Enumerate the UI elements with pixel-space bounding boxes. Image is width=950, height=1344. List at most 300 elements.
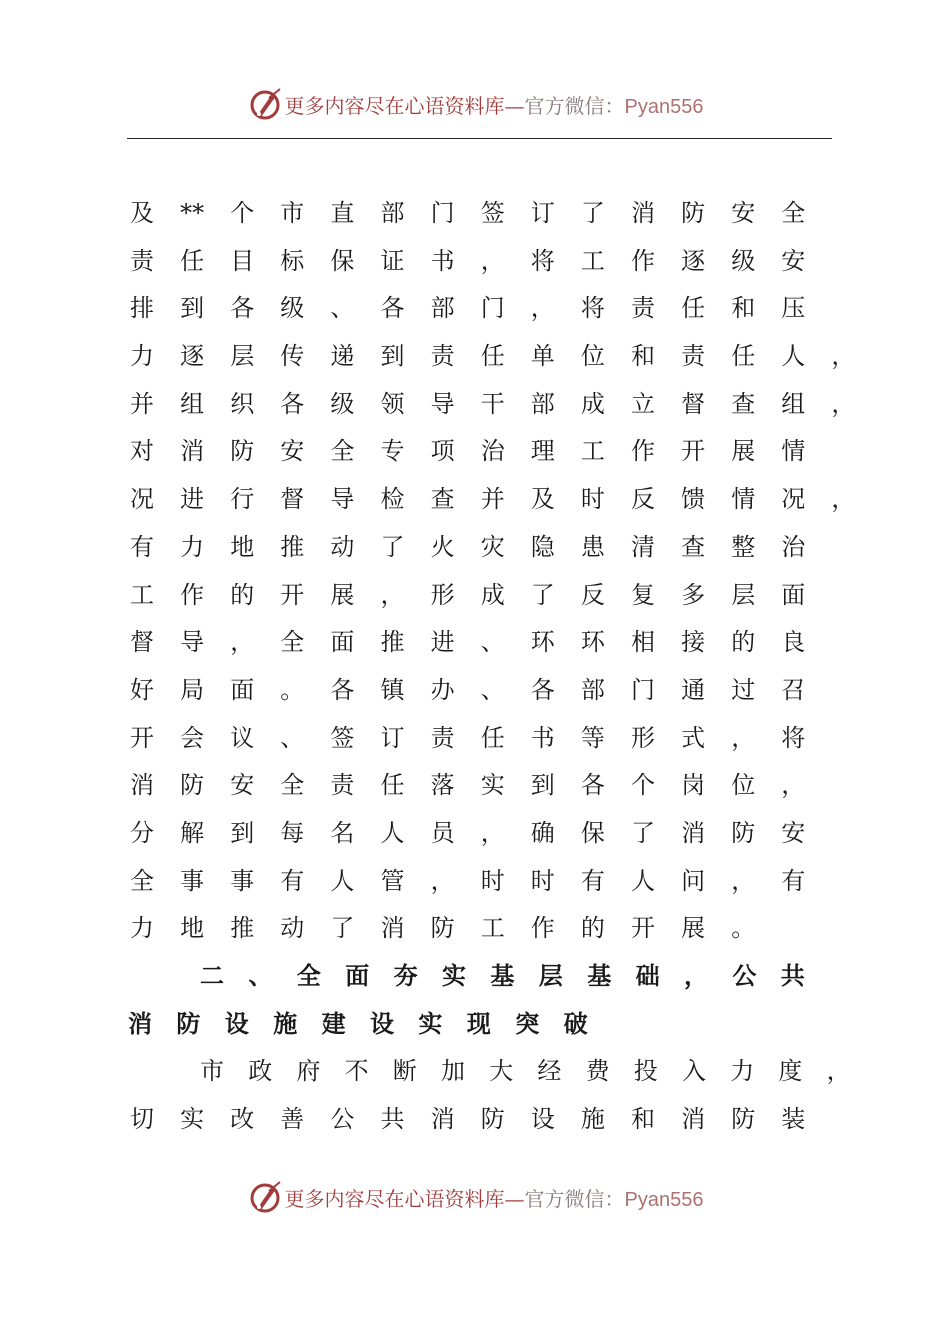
text-char: ， [731, 866, 756, 895]
text-char: 、 [330, 294, 355, 323]
text-char: 排 [130, 294, 154, 323]
text-char: 切 [130, 1105, 154, 1134]
text-char: 改 [230, 1105, 255, 1134]
text-line [130, 953, 850, 1001]
text-line [130, 238, 850, 286]
text-char: 任 [681, 294, 706, 323]
text-char: 到 [180, 294, 205, 323]
text-char: 安 [230, 771, 255, 800]
text-char: 解 [180, 818, 205, 847]
text-char: 实 [442, 962, 466, 990]
text-char: 任 [480, 723, 505, 752]
text-char: 患 [580, 532, 605, 561]
text-char: 力 [180, 532, 205, 561]
text-char: 各 [530, 675, 555, 704]
text-char: 和 [731, 294, 756, 323]
text-char: 任 [480, 342, 505, 371]
text-char: 各 [330, 675, 355, 704]
text-char: 的 [580, 914, 605, 943]
text-char: 目 [230, 246, 255, 275]
text-char: 消 [180, 437, 205, 466]
text-char: 。 [731, 914, 756, 943]
quill-logo-icon [247, 86, 283, 122]
text-char: 基 [587, 962, 612, 990]
text-char: ， [480, 246, 505, 275]
text-char: 全 [330, 437, 355, 466]
text-char: 全 [781, 199, 806, 227]
text-char: 人 [380, 818, 405, 847]
text-char: 消 [681, 818, 706, 847]
text-char: 召 [781, 675, 806, 704]
text-char: 火 [430, 532, 455, 561]
text-char: 防 [731, 818, 756, 847]
text-char: ， [731, 723, 756, 752]
text-char: 导 [330, 485, 355, 514]
footer-banner [0, 1177, 950, 1217]
text-char: 施 [580, 1105, 605, 1134]
text-char: 反 [580, 580, 605, 609]
text-char: 有 [280, 866, 305, 895]
text-char: 管 [380, 866, 405, 895]
text-char: 整 [731, 532, 756, 561]
text-char: 推 [230, 914, 255, 943]
text-char: 开 [280, 580, 305, 609]
header-banner [0, 84, 950, 124]
text-char: 层 [731, 580, 756, 609]
text-char: 将 [530, 246, 555, 275]
text-char: 事 [180, 866, 205, 895]
text-char: 共 [380, 1105, 405, 1134]
text-char: 、 [480, 628, 505, 657]
text-char: 干 [480, 389, 505, 418]
text-char: 任 [731, 342, 756, 371]
text-char: 度 [778, 1057, 803, 1086]
text-char: 公 [732, 962, 757, 990]
text-char: 设 [224, 1009, 249, 1038]
header-divider [127, 138, 832, 139]
text-char: 设 [530, 1105, 555, 1134]
text-char: 办 [430, 675, 455, 704]
quill-logo-icon [247, 1179, 283, 1215]
text-char: 力 [730, 1057, 755, 1086]
text-char: 面 [330, 628, 355, 657]
text-char: 部 [530, 389, 555, 418]
text-char: 人 [781, 342, 806, 371]
text-char: 理 [530, 437, 555, 466]
text-char: 面 [781, 580, 806, 609]
footer-wechat-label: 官方微信： [524, 1186, 625, 1211]
text-char: 检 [380, 485, 405, 514]
text-char: 情 [731, 485, 756, 514]
text-char: 时 [530, 866, 555, 895]
text-char: 治 [480, 437, 505, 466]
text-char: 、 [280, 723, 305, 752]
text-char: 形 [631, 723, 655, 752]
text-char: 动 [330, 532, 355, 561]
text-char: 各 [280, 389, 305, 418]
text-char: ， [684, 962, 708, 990]
text-char: 任 [380, 771, 405, 800]
text-char: ， [781, 771, 806, 800]
text-char: 环 [580, 628, 605, 657]
text-char: 了 [580, 199, 605, 227]
text-char: 个 [631, 771, 655, 800]
text-char: 进 [180, 485, 205, 514]
text-char: 逐 [681, 246, 706, 275]
text-char: ， [430, 866, 455, 895]
text-char: 治 [781, 532, 806, 561]
text-char: 地 [180, 914, 205, 943]
text-char: 展 [681, 914, 706, 943]
text-char: 灾 [480, 532, 505, 561]
text-char: 位 [580, 342, 605, 371]
header-brand: 更多内容尽在心语资料库— [284, 93, 525, 118]
text-char: 反 [631, 485, 655, 514]
text-char: 设 [370, 1009, 394, 1038]
text-char: 作 [530, 914, 555, 943]
text-char: 查 [681, 532, 706, 561]
text-char: 责 [330, 771, 355, 800]
text-char: 动 [280, 914, 305, 943]
text-char: 问 [681, 866, 706, 895]
text-line [130, 190, 850, 238]
header-wechat-label: 官方微信： [524, 93, 625, 118]
text-char: 行 [230, 485, 255, 514]
text-char: 的 [731, 628, 756, 657]
text-char: 实 [480, 771, 505, 800]
text-line [130, 715, 850, 763]
text-char: 分 [130, 818, 154, 847]
text-char: 每 [280, 818, 305, 847]
text-char: 组 [781, 389, 806, 418]
text-line [130, 381, 856, 429]
text-char: 夯 [393, 962, 418, 990]
text-char: 接 [681, 628, 706, 657]
text-char: 防 [176, 1009, 201, 1038]
text-char: 工 [130, 580, 154, 609]
text-char: 了 [330, 914, 355, 943]
text-char: 责 [430, 342, 455, 371]
text-char: 责 [631, 294, 655, 323]
text-char: 责 [430, 723, 455, 752]
text-char: 消 [380, 914, 405, 943]
text-char: 人 [631, 866, 655, 895]
text-char: 多 [681, 580, 706, 609]
text-char: 推 [280, 532, 305, 561]
text-char: 建 [321, 1009, 346, 1038]
text-char: 逐 [180, 342, 205, 371]
text-char: 压 [781, 294, 806, 323]
text-char: 展 [330, 580, 355, 609]
text-char: 证 [380, 246, 405, 275]
text-char: 开 [631, 914, 655, 943]
text-char: 情 [781, 437, 806, 466]
text-char: 府 [296, 1057, 321, 1086]
text-line [130, 428, 850, 476]
text-char: 过 [731, 675, 756, 704]
document-body [128, 190, 856, 1144]
text-char: 安 [731, 199, 756, 227]
text-char: 推 [380, 628, 405, 657]
text-char: 直 [330, 199, 355, 227]
text-char: 相 [631, 628, 655, 657]
text-char: ， [831, 389, 856, 418]
text-char: 部 [430, 294, 455, 323]
text-char: 导 [180, 628, 205, 657]
text-char: 级 [280, 294, 305, 323]
text-char: ， [230, 628, 255, 657]
text-char: 好 [130, 675, 154, 704]
text-line [130, 858, 850, 906]
header-wechat-id: Pyan556 [624, 95, 704, 118]
text-char: 门 [430, 199, 455, 227]
text-line [130, 1048, 850, 1096]
text-char: 础 [635, 962, 660, 990]
text-char: 对 [130, 437, 154, 466]
text-line [130, 333, 856, 381]
text-char: 全 [280, 628, 305, 657]
text-char: 组 [180, 389, 205, 418]
text-char: ， [831, 485, 856, 514]
text-char: 镇 [380, 675, 405, 704]
text-char: 签 [330, 723, 355, 752]
text-char: 并 [130, 389, 154, 418]
text-char: 并 [480, 485, 505, 514]
text-char: 传 [280, 342, 305, 371]
text-char: ** [180, 199, 205, 227]
text-char: 书 [430, 246, 455, 275]
text-char: 员 [430, 818, 455, 847]
text-char: 工 [580, 437, 605, 466]
text-char: 位 [731, 771, 756, 800]
text-char: 督 [130, 628, 154, 657]
text-char: 作 [631, 437, 655, 466]
text-char: 开 [130, 723, 154, 752]
text-char: 了 [530, 580, 555, 609]
text-char: 立 [631, 389, 655, 418]
text-char: 督 [681, 389, 706, 418]
text-char: 隐 [530, 532, 555, 561]
text-char: 消 [631, 199, 655, 227]
text-char: 落 [430, 771, 455, 800]
text-char: 政 [248, 1057, 273, 1086]
text-char: 的 [230, 580, 255, 609]
text-char: 标 [280, 246, 305, 275]
text-char: 确 [530, 818, 555, 847]
text-line [130, 476, 856, 524]
text-line [130, 1001, 850, 1049]
text-char: 递 [330, 342, 355, 371]
text-char: 现 [466, 1009, 491, 1038]
text-line [130, 762, 850, 810]
text-char: 到 [230, 818, 255, 847]
text-char: 工 [580, 246, 605, 275]
text-char: 议 [230, 723, 255, 752]
text-char: 人 [330, 866, 355, 895]
text-char: 加 [441, 1057, 465, 1086]
text-char: 环 [530, 628, 555, 657]
text-char: 经 [537, 1057, 562, 1086]
text-char: 装 [781, 1105, 806, 1134]
text-char: 书 [530, 723, 555, 752]
text-char: 有 [580, 866, 605, 895]
text-char: 级 [731, 246, 756, 275]
text-char: 查 [731, 389, 756, 418]
text-char: 层 [538, 962, 563, 990]
text-char: 级 [330, 389, 355, 418]
text-char: 会 [180, 723, 205, 752]
text-char: ， [380, 580, 405, 609]
text-char: 实 [180, 1105, 205, 1134]
text-char: 防 [430, 914, 455, 943]
text-char: 责 [130, 246, 154, 275]
text-char: 形 [430, 580, 455, 609]
text-char: 事 [230, 866, 255, 895]
text-char: 等 [580, 723, 605, 752]
text-char: 全 [280, 771, 305, 800]
text-char: 任 [180, 246, 205, 275]
text-char: 成 [480, 580, 505, 609]
text-char: 消 [128, 1009, 152, 1038]
text-char: 防 [180, 771, 205, 800]
text-char: 防 [731, 1105, 756, 1134]
text-char: 防 [681, 199, 706, 227]
text-char: 突 [515, 1009, 540, 1038]
text-char: 安 [280, 437, 305, 466]
text-char: 专 [380, 437, 405, 466]
text-char: 二 [200, 962, 224, 990]
text-char: 作 [180, 580, 205, 609]
text-char: 消 [430, 1105, 455, 1134]
text-char: 面 [230, 675, 255, 704]
text-char: 消 [130, 771, 154, 800]
text-char: 部 [580, 675, 605, 704]
text-char: 消 [681, 1105, 706, 1134]
text-char: 况 [781, 485, 806, 514]
text-char: 层 [230, 342, 255, 371]
footer-wechat-id: Pyan556 [624, 1188, 704, 1211]
text-char: 断 [392, 1057, 417, 1086]
text-char: 督 [280, 485, 305, 514]
text-char: 门 [480, 294, 505, 323]
text-char: 开 [681, 437, 706, 466]
text-char: 大 [489, 1057, 514, 1086]
footer-text [285, 1183, 704, 1212]
text-char: 及 [130, 199, 154, 227]
text-char: 基 [490, 962, 515, 990]
text-char: 入 [682, 1057, 706, 1086]
footer-brand: 更多内容尽在心语资料库— [284, 1186, 525, 1211]
text-char: 良 [781, 628, 806, 657]
text-char: 门 [631, 675, 655, 704]
text-char: 订 [530, 199, 555, 227]
text-char: 。 [280, 675, 305, 704]
text-char: 市 [200, 1057, 224, 1086]
text-char: 了 [631, 818, 655, 847]
text-char: 到 [530, 771, 555, 800]
text-char: 力 [130, 914, 154, 943]
text-char: 将 [781, 723, 806, 752]
text-char: 进 [430, 628, 455, 657]
text-char: ， [826, 1057, 851, 1086]
text-char: 有 [781, 866, 806, 895]
text-char: 投 [633, 1057, 658, 1086]
text-char: 安 [781, 818, 806, 847]
text-char: 共 [780, 962, 805, 990]
text-char: 各 [580, 771, 605, 800]
text-char: 市 [280, 199, 305, 227]
text-char: 全 [130, 866, 154, 895]
text-line [130, 524, 850, 572]
text-line [130, 905, 850, 953]
text-char: 馈 [681, 485, 706, 514]
text-char: 时 [480, 866, 505, 895]
text-char: 将 [580, 294, 605, 323]
header-text [285, 90, 704, 119]
text-char: 领 [380, 389, 405, 418]
text-char: 、 [480, 675, 505, 704]
text-char: 局 [180, 675, 205, 704]
text-line [130, 810, 850, 858]
text-char: 善 [280, 1105, 305, 1134]
text-char: 织 [230, 389, 255, 418]
text-line [130, 619, 850, 667]
text-char: 防 [230, 437, 255, 466]
text-char: 岗 [681, 771, 706, 800]
text-char: 作 [631, 246, 655, 275]
text-char: 及 [530, 485, 555, 514]
text-char: 个 [230, 199, 255, 227]
text-char: 费 [585, 1057, 610, 1086]
text-char: 项 [430, 437, 455, 466]
text-char: 部 [380, 199, 405, 227]
text-char: 全 [296, 962, 321, 990]
text-char: ， [480, 818, 505, 847]
text-line [130, 667, 850, 715]
text-char: 导 [430, 389, 455, 418]
text-char: 复 [631, 580, 655, 609]
text-char: 责 [681, 342, 706, 371]
text-char: 力 [130, 342, 154, 371]
text-char: 成 [580, 389, 605, 418]
text-char: 有 [130, 532, 154, 561]
text-char: 、 [248, 962, 273, 990]
text-char: ， [530, 294, 555, 323]
text-char: 防 [480, 1105, 505, 1134]
text-char: 到 [380, 342, 405, 371]
text-char: 安 [781, 246, 806, 275]
text-char: 通 [681, 675, 706, 704]
text-char: 各 [380, 294, 405, 323]
text-char: 单 [530, 342, 555, 371]
text-char: 保 [580, 818, 605, 847]
text-char: 查 [430, 485, 455, 514]
text-char: 了 [380, 532, 405, 561]
text-line [130, 1096, 850, 1144]
text-char: 工 [480, 914, 505, 943]
text-char: 签 [480, 199, 505, 227]
text-char: 保 [330, 246, 355, 275]
text-line [130, 285, 850, 333]
text-char: 况 [130, 485, 154, 514]
text-char: 各 [230, 294, 255, 323]
text-char: 展 [731, 437, 756, 466]
text-char: 公 [330, 1105, 355, 1134]
text-char: ， [831, 342, 856, 371]
text-char: 面 [345, 962, 370, 990]
text-char: 式 [681, 723, 706, 752]
text-char: 不 [344, 1057, 369, 1086]
